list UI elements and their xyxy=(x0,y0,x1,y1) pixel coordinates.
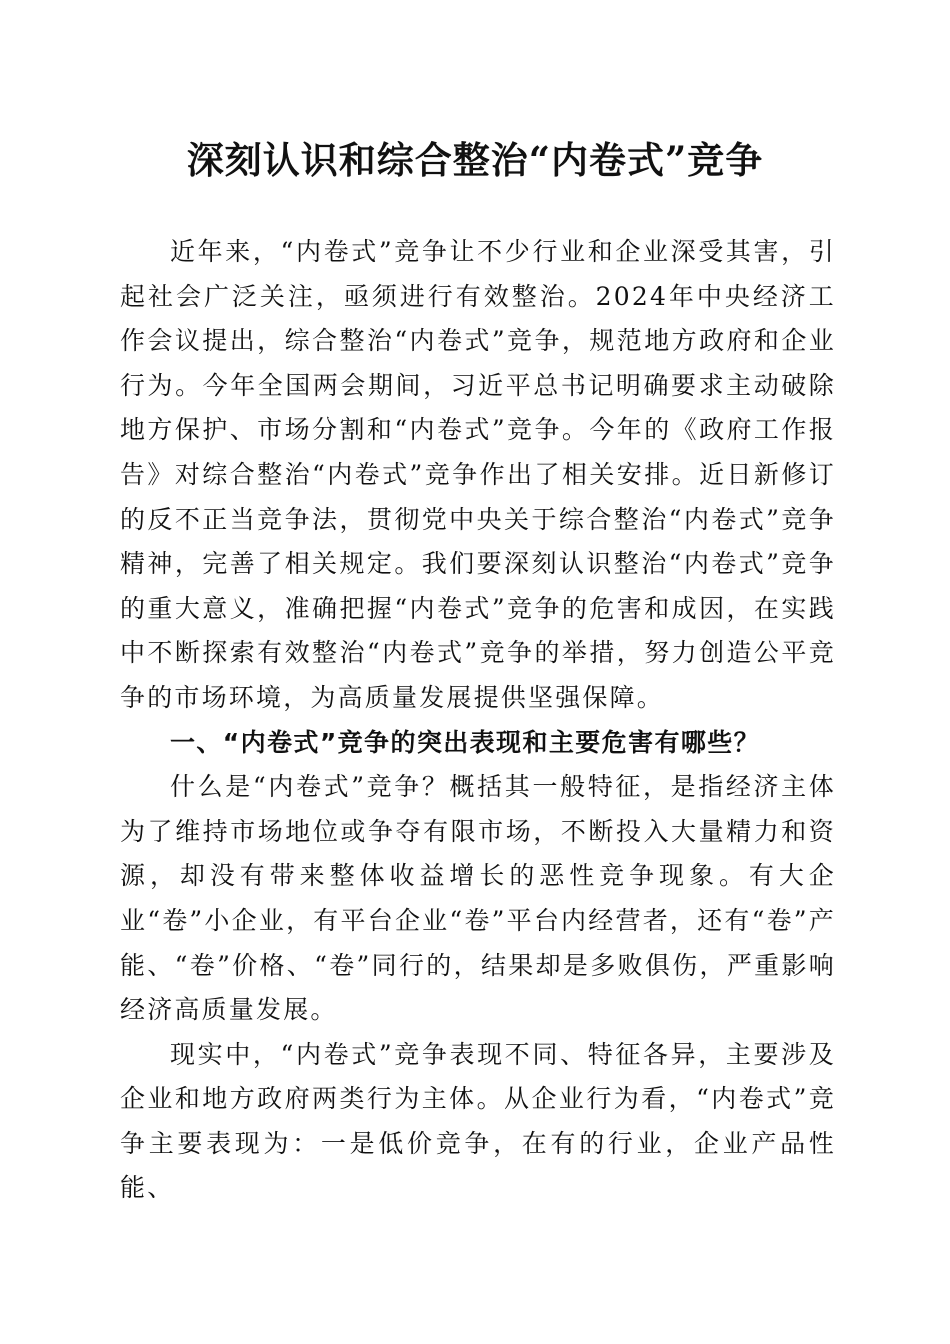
document-body xyxy=(120,230,836,1211)
intro-paragraph: 近年来，“内卷式”竞争让不少行业和企业深受其害，引起社会广泛关注，亟须进行有效整治。2024年中央经济工作会议提出，综合整治“内卷式”竞争，规范地方政府和企业行为。今年全国两会期间，习近平总书记明确要求主动破除地方保护、市场分割和“内卷式”竞争。今年的《政府工作报告》对综合整治“内卷式”竞争作出了相关安排。近日新修订的反不正当竞争法，贯彻党中央关于综合整治“内卷式”竞争精神，完善了相关规定。我们要深刻认识整治“内卷式”竞争的重大意义，准确把握“内卷式”竞争的危害和成因，在实践中不断探索有效整治“内卷式”竞争的举措，努力创造公平竞争的市场环境，为高质量发展提供坚强保障。 xyxy=(120,237,836,712)
section-heading: 一、“内卷式”竞争的突出表现和主要危害有哪些？ xyxy=(170,727,761,757)
manifestation-paragraph: 现实中，“内卷式”竞争表现不同、特征各异，主要涉及企业和地方政府两类行为主体。从企业行为看，“内卷式”竞争主要表现为：一是低价竞争，在有的行业，企业产品性能、 xyxy=(120,1039,836,1203)
document-title: 深刻认识和综合整治“内卷式”竞争 xyxy=(186,138,764,182)
definition-paragraph: 什么是“内卷式”竞争？概括其一般特征，是指经济主体为了维持市场地位或争夺有限市场，不断投入大量精力和资源，却没有带来整体收益增长的恶性竞争现象。有大企业“卷”小企业，有平台企业“卷”平台内经营者，还有“卷”产能、“卷”价格、“卷”同行的，结果却是多败俱伤，严重影响经济高质量发展。 xyxy=(120,772,836,1025)
